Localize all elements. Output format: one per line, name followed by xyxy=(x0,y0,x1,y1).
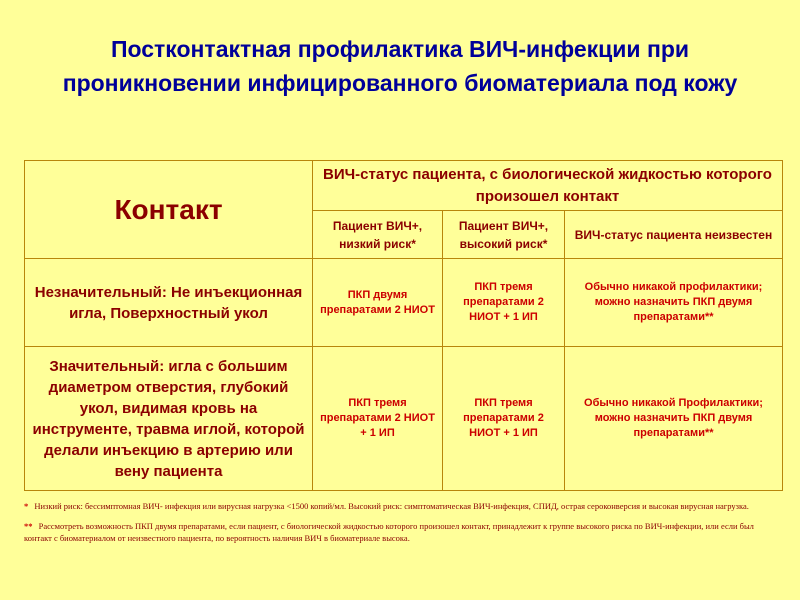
slide-title xyxy=(20,32,780,100)
slide-title-line-2: проникновении инфицированного биоматериала под кожу xyxy=(62,70,738,96)
contact-minor: Незначительный: Не инъекционная игла, Поверхностный укол xyxy=(25,259,313,347)
subheader-high-risk: Пациент ВИЧ+, высокий риск* xyxy=(443,211,565,259)
footnotes xyxy=(24,500,782,552)
cell-major-low-risk: ПКП тремя препаратами 2 НИОТ + 1 ИП xyxy=(313,347,443,491)
cell-minor-low-risk: ПКП двумя препаратами 2 НИОТ xyxy=(313,259,443,347)
slide-title-line-1: Постконтактная профилактика ВИЧ-инфекции при xyxy=(110,36,690,62)
contact-header: Контакт xyxy=(25,161,313,259)
contact-major: Значительный: игла с большим диаметром отверстия, глубокий укол, видимая кровь на инструменте, травма иглой, которой делали инъекцию в артерию или вену пациента xyxy=(25,347,313,491)
ppk-table xyxy=(24,160,783,491)
cell-minor-high-risk: ПКП тремя препаратами 2 НИОТ + 1 ИП xyxy=(443,259,565,347)
subheader-unknown-status: ВИЧ-статус пациента неизвестен xyxy=(565,211,783,259)
footnote-1-marker: * xyxy=(24,501,29,511)
cell-minor-unknown: Обычно никакой профилактики; можно назначить ПКП двумя препаратами** xyxy=(565,259,783,347)
subheader-low-risk: Пациент ВИЧ+, низкий риск* xyxy=(313,211,443,259)
footnote-2 xyxy=(24,520,782,544)
cell-major-high-risk: ПКП тремя препаратами 2 НИОТ + 1 ИП xyxy=(443,347,565,491)
footnote-2-text: Рассмотреть возможность ПКП двумя препаратами, если пациент, с биологической жидкостью которого произошел контакт, принадлежит к группе высокого риска по ВИЧ-инфекции, или если был контакт с биоматериалом от неизвестного пациента, по вероятность наличия ВИЧ в биоматериале высока. xyxy=(24,521,754,543)
cell-major-unknown: Обычно никакой Профилактики; можно назначить ПКП двумя препаратами** xyxy=(565,347,783,491)
hiv-status-header: ВИЧ-статус пациента, с биологической жидкостью которого произошел контакт xyxy=(313,161,783,211)
footnote-2-marker: ** xyxy=(24,521,33,531)
table-row xyxy=(25,259,783,347)
footnote-1 xyxy=(24,500,782,512)
table-row xyxy=(25,347,783,491)
footnote-1-text: Низкий риск: бессимптомная ВИЧ- инфекция или вирусная нагрузка <1500 копий/мл. Высокий риск: симптоматическая ВИЧ-инфекция, СПИД, острая сероконверсия и высокая вирусная нагрузка. xyxy=(34,501,749,511)
